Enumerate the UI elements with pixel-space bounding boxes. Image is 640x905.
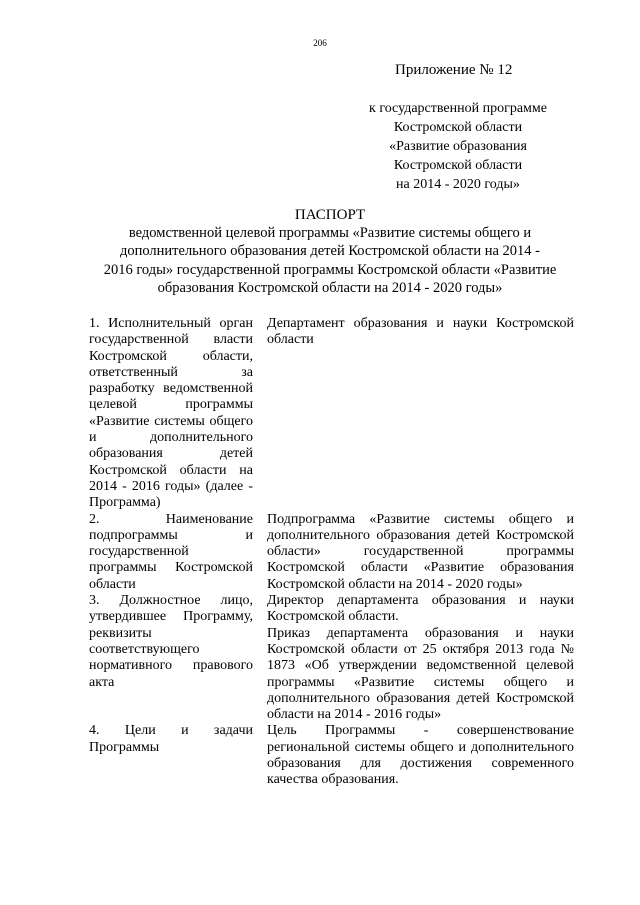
- row-value-paragraph: Цель Программы - совершенствование региональной системы общего и дополнительного образования для достижения современного качества образования.: [267, 723, 574, 788]
- passport-row-subprogram-name: [89, 512, 574, 593]
- appendix-reference-line: «Развитие образования: [389, 139, 527, 154]
- appendix-title: Приложение № 12: [395, 62, 513, 78]
- row-label: 4. Цели и задачи Программы: [89, 723, 253, 755]
- row-label: 2. Наименование подпрограммы и государственной программы Костромской области: [89, 511, 253, 592]
- passport-table: [89, 316, 574, 789]
- passport-row-goals: [89, 723, 574, 788]
- row-value-paragraph: Директор департамента образования и науки Костромской области.: [267, 593, 574, 625]
- page-number: 206: [313, 38, 327, 48]
- appendix-reference-line: к государственной программе: [369, 101, 547, 116]
- passport-subtitle-line: 2016 годы» государственной программы Костромской области «Развитие: [103, 261, 557, 278]
- row-value-paragraph: Департамент образования и науки Костромской области: [267, 316, 574, 348]
- passport-subtitle-line: дополнительного образования детей Костромской области на 2014 -: [119, 243, 541, 260]
- appendix-reference: [340, 99, 576, 194]
- passport-subtitle-line: образования Костромской области на 2014 - 2020 годы»: [157, 280, 503, 297]
- passport-heading: ПАСПОРТ: [294, 207, 366, 223]
- appendix-reference-line: Костромской области: [393, 120, 523, 135]
- row-value-paragraph: Подпрограмма «Развитие системы общего и дополнительного образования детей Костромской области» государственной программы Костромской области «Развитие образования Костромской области на 2014 - 2020 годы»: [267, 511, 574, 592]
- row-label: 3. Должностное лицо, утвердившее Программу, реквизиты соответствующего нормативного правового акта: [89, 593, 253, 690]
- passport-row-executive-body: [89, 316, 574, 512]
- passport-subtitle: [88, 224, 572, 298]
- row-value: [267, 512, 574, 593]
- appendix-reference-line: Костромской области: [393, 158, 523, 173]
- row-value-paragraph: Приказ департамента образования и науки Костромской области от 25 октября 2013 года № 1873 «Об утверждении ведомственной целевой программы «Развитие системы общего и дополнительного образования детей Костромской области на 2014 - 2016 годы»: [267, 625, 574, 723]
- row-value: [267, 316, 574, 512]
- row-label: 1. Исполнительный орган государственной власти Костромской области, ответственный за разработку ведомственной целевой программы «Развитие системы общего и дополнительного образования детей Костромской области на 2014 - 2016 годы» (далее - Программа): [89, 316, 253, 511]
- row-value: [267, 593, 574, 723]
- passport-subtitle-line: ведомственной целевой программы «Развитие системы общего и: [128, 225, 532, 241]
- row-value: [267, 723, 574, 788]
- passport-row-approving-official: [89, 593, 574, 723]
- appendix-reference-line: на 2014 - 2020 годы»: [396, 177, 520, 192]
